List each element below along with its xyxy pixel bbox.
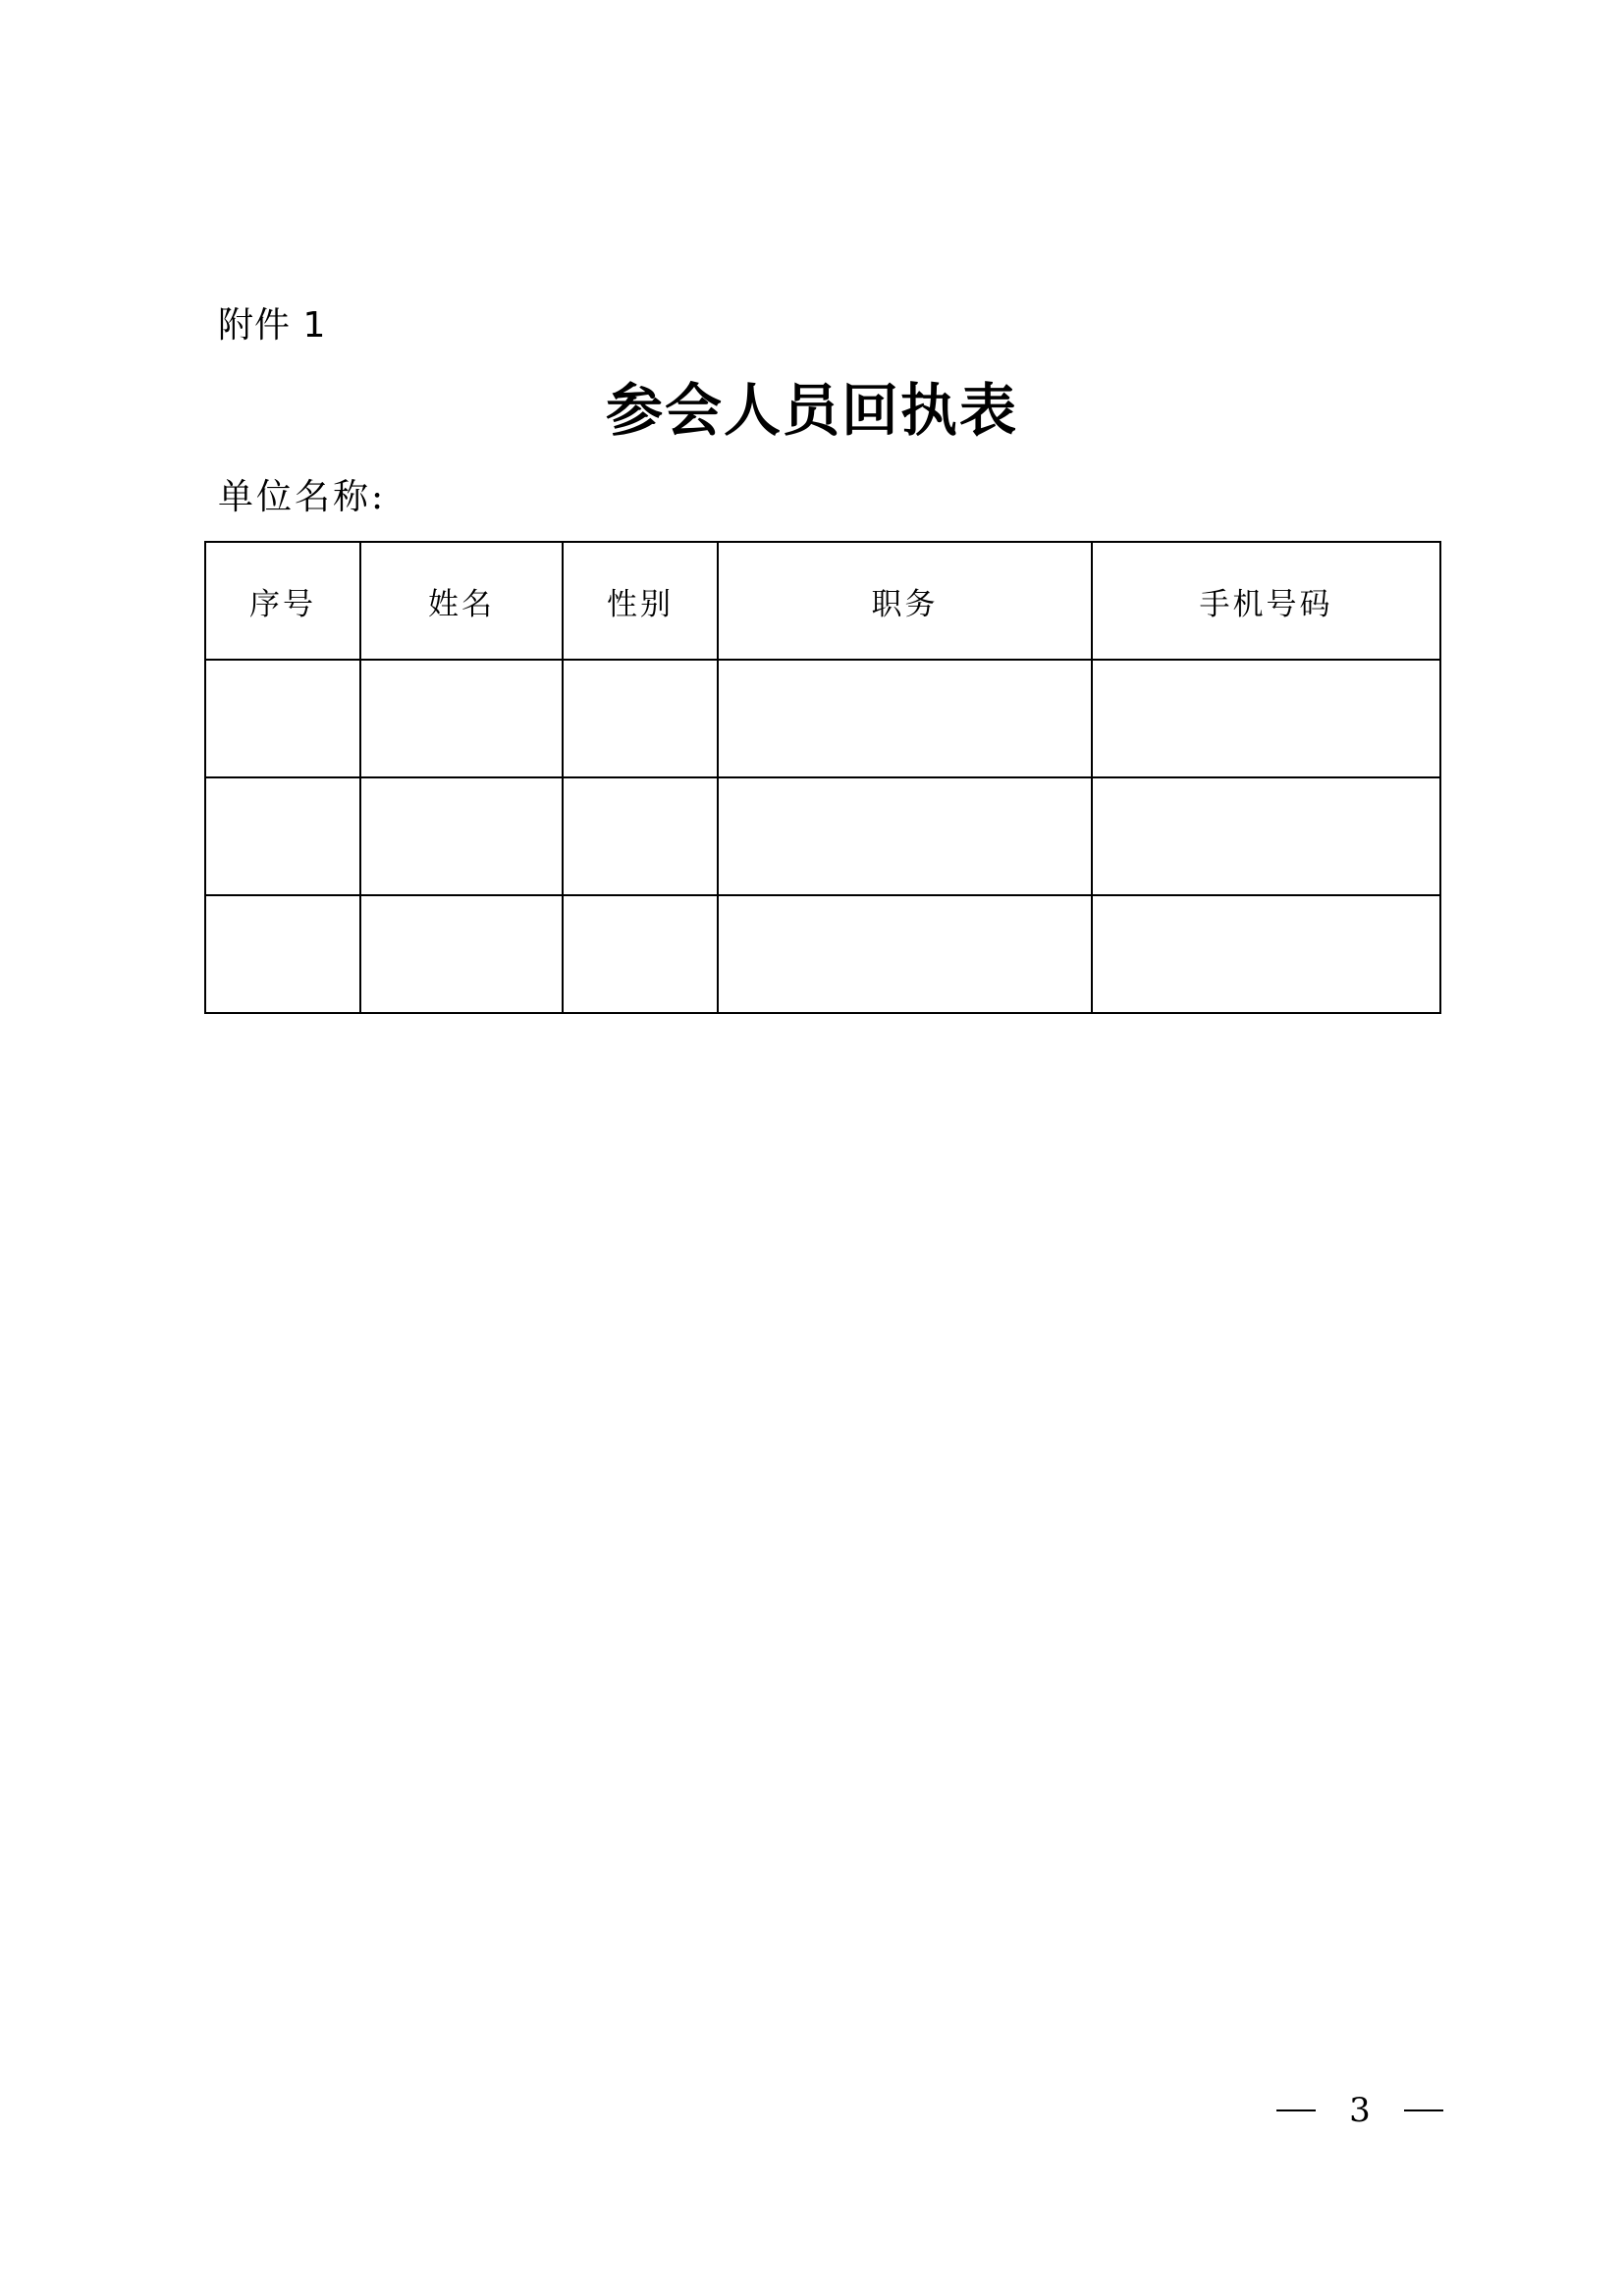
table-cell bbox=[1092, 777, 1440, 895]
header-mobile-number: 手机号码 bbox=[1092, 542, 1440, 660]
table-cell bbox=[563, 777, 718, 895]
header-name: 姓名 bbox=[360, 542, 563, 660]
table-cell bbox=[1092, 895, 1440, 1013]
table-row bbox=[205, 777, 1440, 895]
header-gender: 性别 bbox=[563, 542, 718, 660]
page-number-dash-right bbox=[1404, 2109, 1443, 2111]
table-cell bbox=[563, 660, 718, 777]
table-cell bbox=[563, 895, 718, 1013]
table-cell bbox=[360, 895, 563, 1013]
page-number-dash-left bbox=[1276, 2109, 1316, 2111]
document-title: 参会人员回执表 bbox=[605, 377, 1018, 444]
attachment-label: 附件 1 bbox=[218, 305, 327, 346]
table-cell bbox=[718, 777, 1092, 895]
table-cell bbox=[205, 895, 360, 1013]
table-cell bbox=[205, 660, 360, 777]
attendee-reply-table bbox=[204, 541, 1441, 1014]
table-row bbox=[205, 895, 1440, 1013]
header-position: 职务 bbox=[718, 542, 1092, 660]
table-row bbox=[205, 660, 1440, 777]
header-serial-number: 序号 bbox=[205, 542, 360, 660]
table-header-row bbox=[205, 542, 1440, 660]
table-cell bbox=[1092, 660, 1440, 777]
table-cell bbox=[360, 660, 563, 777]
table-cell bbox=[360, 777, 563, 895]
unit-name-label: 单位名称: bbox=[218, 477, 387, 517]
table-cell bbox=[718, 895, 1092, 1013]
page-number: 3 bbox=[1349, 2091, 1371, 2130]
table-cell bbox=[205, 777, 360, 895]
table-cell bbox=[718, 660, 1092, 777]
page-footer bbox=[1276, 2087, 1443, 2134]
